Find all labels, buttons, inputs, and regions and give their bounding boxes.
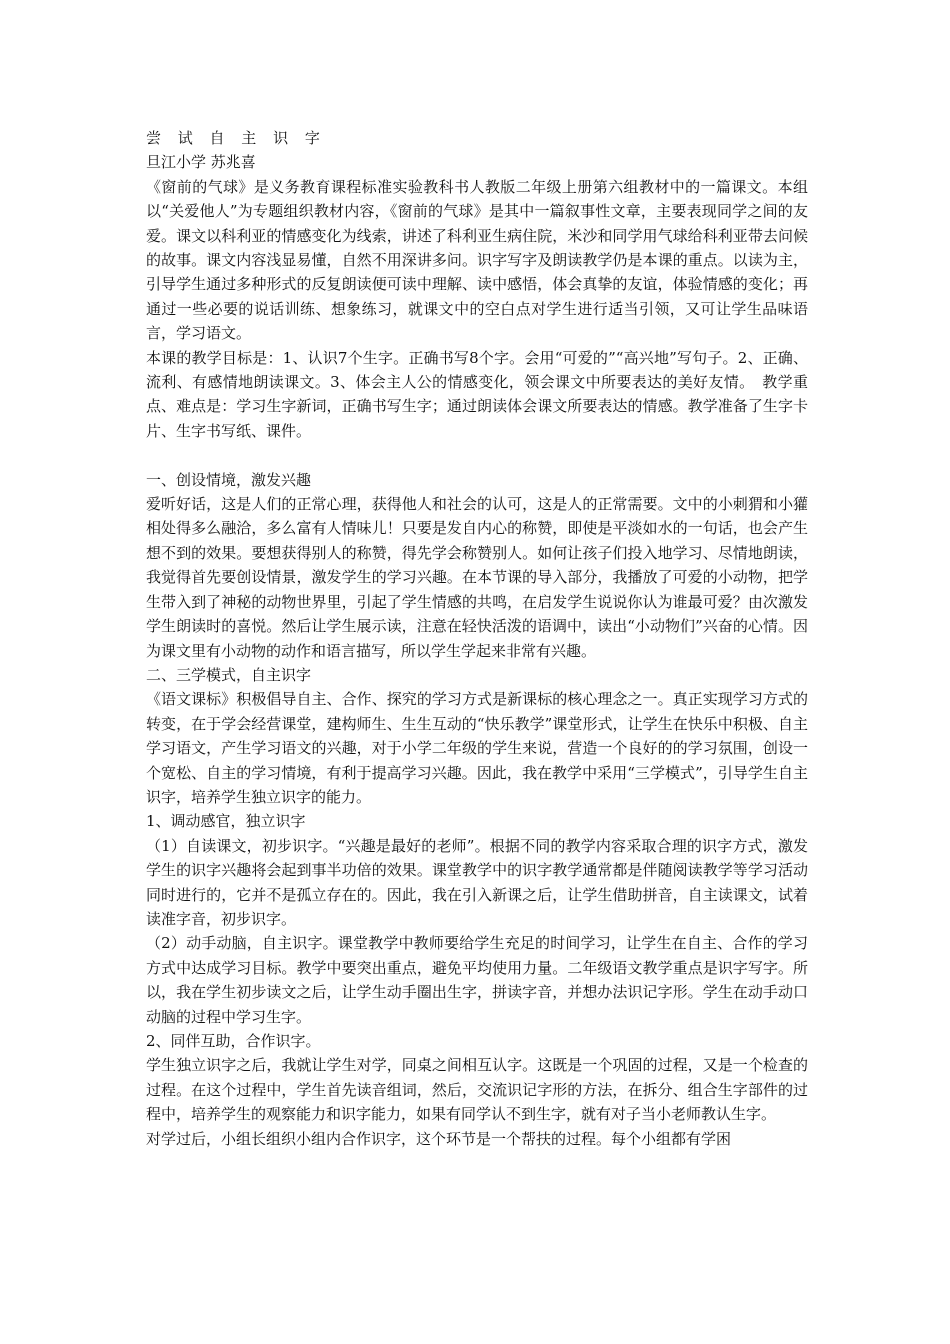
document-title: 尝 试 自 主 识 字 [146,129,326,147]
paragraph-peer-study: 学生独立识字之后，我就让学生对学，同桌之间相互认字。这既是一个巩固的过程，又是一个检查的过程。在这个过程中，学生首先读音组词，然后，交流识记字形的方法，在拆分、组合生字部件的过程中，培养学生的观察能力和识字能力，如果有同学认不到生字，就有对子当小老师教认生字。 [146,1056,808,1124]
paragraph-intro: 《窗前的气球》是义务教育课程标准实验教科书人教版二年级上册第六组教材中的一篇课文。本组以“关爱他人”为专题组织教材内容，《窗前的气球》是其中一篇叙事性文章，主要表现同学之间的友爱。课文以科利亚的情感变化为线索，讲述了科利亚生病住院，米沙和同学用气球给科利亚带去问候的故事。课文内容浅显易懂，自然不用深讲多问。识字写字及朗读教学仍是本课的重点。以读为主，引导学生通过多种形式的反复朗读便可读中理解、读中感悟，体会真挚的友谊，体验情感的变化；再通过一些必要的说话训练、想象练习，就课文中的空白点对学生进行适当引领，又可让学生品味语言，学习语文。 [146,177,808,343]
section-heading-2: 二、三学模式，自主识字 [146,665,312,684]
paragraph-section-2: 《语文课标》积极倡导自主、合作、探究的学习方式是新课标的核心理念之一。真正实现学习方式的转变，在于学会经营课堂，建构师生、生生互动的“快乐教学”课堂形式，让学生在快乐中积极、自主学习语文，产生学习语文的兴趣，对于小学二年级的学生来说，营造一个良好的的学习氛围，创设一个宽松、自主的学习情境，有利于提高学习兴趣。因此，我在教学中采用“三学模式”，引导学生自主识字，培养学生独立识字的能力。 [146,690,808,806]
paragraph-section-1: 爱听好话，这是人们的正常心理，获得他人和社会的认可，这是人的正常需要。文中的小刺猬和小獾相处得多么融洽，多么富有人情味儿！只要是发自内心的称赞，即使是平淡如水的一句话，也会产生想不到的效果。要想获得别人的称赞，得先学会称赞别人。如何让孩子们投入地学习、尽情地朗读，我觉得首先要创设情景，激发学生的学习兴趣。在本节课的导入部分，我播放了可爱的小动物，把学生带入到了神秘的动物世界里，引起了学生情感的共鸣，在启发学生说说你认为谁最可爱？由次激发学生朗读时的喜悦。然后让学生展示读，注意在轻快活泼的语调中，读出“小动物们”兴奋的心情。因为课文里有小动物的动作和语言描写，所以学生学起来非常有兴趣。 [146,495,808,660]
blank-line [146,443,808,467]
paragraph-objectives: 本课的教学目标是：1、认识7个生字。正确书写8个字。会用“可爱的”“高兴地”写句子。2、正确、流利、有感情地朗读课文。3、体会主人公的情感变化，领会课文中所要表达的美好友情。 教学重点、难点是：学习生字新词，正确书写生字；通过朗读体会课文所要表达的情感。教学准备了生字卡片、生字书写纸、课件。 [146,348,808,440]
paragraph-item-2: （2）动手动脑，自主识字。课堂教学中教师要给学生充足的时间学习，让学生在自主、合作的学习方式中达成学习目标。教学中要突出重点，避免平均使用力量。二年级语文教学重点是识字写字。所以，我在学生初步读文之后，让学生动手圈出生字，拼读字音，并想办法识记字形。学生在动手动口动脑的过程中学习生字。 [146,934,808,1026]
paragraph-item-1: （1）自读课文，初步识字。“兴趣是最好的老师”。根据不同的教学内容采取合理的识字方式，激发学生的识字兴趣将会起到事半功倍的效果。课堂教学中的识字教学通常都是伴随阅读教学等学习活动同时进行的，它并不是孤立存在的。因此，我在引入新课之后，让学生借助拼音，自主读课文，试着读准字音，初步识字。 [146,836,808,928]
subheading-2: 2、同伴互助，合作识字。 [146,1032,321,1051]
subheading-1: 1、调动感官，独立识字 [146,812,306,831]
paragraph-group-study: 对学过后，小组长组织小组内合作识字，这个环节是一个帮扶的过程。每个小组都有学困 [146,1129,732,1148]
section-heading-1: 一、创设情境，激发兴趣 [146,470,312,489]
document-page [146,126,808,1151]
author-line: 旦江小学 苏兆喜 [146,153,256,172]
